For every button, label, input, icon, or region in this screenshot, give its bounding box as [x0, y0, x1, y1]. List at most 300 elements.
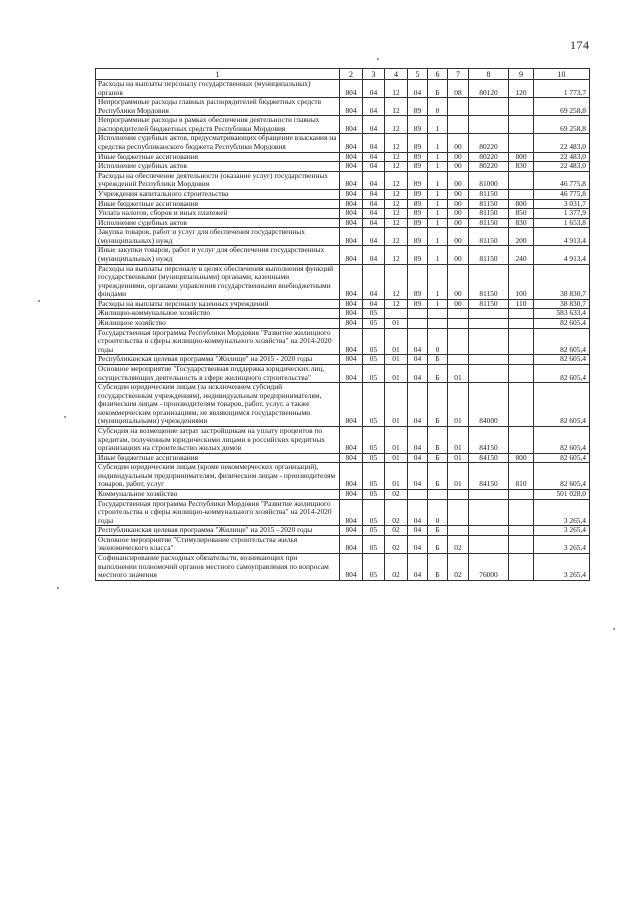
expense-name: Непрограммные расходы в рамках обеспечения деятельности главных распорядителей бюджетных средств Республики Мордовия	[96, 116, 340, 134]
section-code: 05	[363, 453, 385, 463]
subprogram-code: 1	[428, 228, 448, 246]
direction-code: 80220	[469, 152, 509, 162]
table-row	[96, 490, 590, 500]
program-code: 04	[408, 535, 428, 553]
section-code: 05	[363, 499, 385, 526]
amount: 3 265,4	[534, 535, 590, 553]
type-code	[509, 364, 534, 382]
event-code: 00	[448, 218, 469, 228]
table-row	[96, 218, 590, 228]
subsection-header: 4	[385, 69, 408, 80]
table-row	[96, 98, 590, 116]
subprogram-code: 1	[428, 116, 448, 134]
chapter-code: 804	[340, 453, 363, 463]
section-code: 05	[363, 328, 385, 355]
direction-code: 81150	[469, 199, 509, 209]
amount: 38 830,7	[534, 299, 590, 309]
direction-code: 81150	[469, 246, 509, 264]
chapter-code: 804	[340, 499, 363, 526]
subsection-code: 02	[385, 490, 408, 500]
section-code: 05	[363, 364, 385, 382]
direction-code: 84150	[469, 426, 509, 453]
direction-code	[469, 526, 509, 536]
chapter-code: 804	[340, 383, 363, 427]
type-header: 9	[509, 69, 534, 80]
chapter-code: 804	[340, 490, 363, 500]
amount: 1 653,8	[534, 218, 590, 228]
subprogram-header: 6	[428, 69, 448, 80]
event-code	[448, 116, 469, 134]
subsection-code: 01	[385, 328, 408, 355]
chapter-code: 804	[340, 228, 363, 246]
direction-code: 80120	[469, 80, 509, 98]
type-code: 800	[509, 199, 534, 209]
subprogram-code: Б	[428, 453, 448, 463]
table-row	[96, 228, 590, 246]
program-code: 04	[408, 499, 428, 526]
subprogram-code: 1	[428, 199, 448, 209]
type-code	[509, 490, 534, 500]
subprogram-code: 1	[428, 171, 448, 189]
event-code: 00	[448, 162, 469, 172]
table-row	[96, 364, 590, 382]
type-code: 800	[509, 152, 534, 162]
amount: 82 605,4	[534, 383, 590, 427]
table-row	[96, 426, 590, 453]
chapter-code: 804	[340, 209, 363, 219]
subprogram-code: 1	[428, 162, 448, 172]
expense-name: Субсидии юридическим лицам (кроме некоммерческих организаций), индивидуальным предпринимателям, физическим лицам - производителям товаров, работ, услуг	[96, 463, 340, 490]
expense-name: Республиканская целевая программа "Жилище" на 2015 - 2020 годы	[96, 355, 340, 365]
section-code: 04	[363, 264, 385, 299]
table-row	[96, 554, 590, 581]
subprogram-code: 1	[428, 209, 448, 219]
type-code	[509, 98, 534, 116]
section-code: 04	[363, 299, 385, 309]
subprogram-code: Б	[428, 364, 448, 382]
program-header: 5	[408, 69, 428, 80]
chapter-code: 804	[340, 426, 363, 453]
budget-table	[95, 68, 590, 581]
table-row	[96, 246, 590, 264]
subprogram-code: 0	[428, 328, 448, 355]
subsection-code: 01	[385, 426, 408, 453]
event-code: 00	[448, 189, 469, 199]
amount-header: 10	[534, 69, 590, 80]
subprogram-code	[428, 309, 448, 319]
table-row	[96, 80, 590, 98]
subprogram-code: 1	[428, 299, 448, 309]
subprogram-code: 1	[428, 134, 448, 152]
expense-name: Исполнение судебных актов	[96, 162, 340, 172]
program-code	[408, 490, 428, 500]
program-code: 89	[408, 246, 428, 264]
program-code: 04	[408, 526, 428, 536]
direction-code: 80220	[469, 162, 509, 172]
event-code: 01	[448, 364, 469, 382]
event-code: 00	[448, 299, 469, 309]
type-code: 810	[509, 463, 534, 490]
scan-speck	[64, 416, 66, 418]
section-code: 04	[363, 162, 385, 172]
program-code: 89	[408, 134, 428, 152]
chapter-code: 804	[340, 535, 363, 553]
table-row	[96, 383, 590, 427]
event-code: 01	[448, 426, 469, 453]
amount: 82 605,4	[534, 319, 590, 329]
section-code: 04	[363, 218, 385, 228]
section-code: 05	[363, 463, 385, 490]
direction-code	[469, 355, 509, 365]
event-code: 08	[448, 80, 469, 98]
table-row	[96, 171, 590, 189]
direction-code: 84000	[469, 383, 509, 427]
type-code: 850	[509, 209, 534, 219]
amount: 69 258,8	[534, 116, 590, 134]
type-code	[509, 171, 534, 189]
direction-code	[469, 116, 509, 134]
amount: 22 483,0	[534, 162, 590, 172]
table-body	[96, 80, 590, 581]
subsection-code: 12	[385, 189, 408, 199]
expense-name: Иные закупки товаров, работ и услуг для обеспечения государственных (муниципальных) нужд	[96, 246, 340, 264]
program-code: 04	[408, 453, 428, 463]
table-row	[96, 526, 590, 536]
section-code: 05	[363, 355, 385, 365]
direction-code: 81150	[469, 228, 509, 246]
program-code	[408, 309, 428, 319]
subprogram-code: 1	[428, 189, 448, 199]
event-code: 02	[448, 554, 469, 581]
chapter-code: 804	[340, 264, 363, 299]
type-code	[509, 526, 534, 536]
section-code: 05	[363, 426, 385, 453]
type-code	[509, 554, 534, 581]
subsection-code: 01	[385, 355, 408, 365]
direction-code	[469, 328, 509, 355]
expense-name: Исполнение судебных актов, предусматривающих обращение взыскания на средства республиканского бюджета Республики Мордовия	[96, 134, 340, 152]
section-code: 05	[363, 309, 385, 319]
direction-code: 76000	[469, 554, 509, 581]
subprogram-code: Б	[428, 80, 448, 98]
event-code	[448, 309, 469, 319]
expense-name: Расходы на выплаты персоналу в целях обеспечения выполнения функций государственными (муниципальными) органами, казенными учреждениями, органами управления государственными внебюджетными фондами	[96, 264, 340, 299]
subsection-code: 12	[385, 134, 408, 152]
subprogram-code: 0	[428, 499, 448, 526]
event-code: 01	[448, 383, 469, 427]
subsection-code: 12	[385, 299, 408, 309]
direction-code: 81000	[469, 171, 509, 189]
chapter-code: 804	[340, 162, 363, 172]
section-header: 3	[363, 69, 385, 80]
program-code: 89	[408, 152, 428, 162]
expense-name: Субсидии юридическим лицам (за исключением субсидий государственным учреждениям), индивидуальным предпринимателям, физическим лицам - производителям товаров, работ, услуг, а также некоммерческим организациям, не являющимся государственными (муниципальными) учреждениями	[96, 383, 340, 427]
amount: 69 258,8	[534, 98, 590, 116]
chapter-code: 804	[340, 319, 363, 329]
expense-name: Жилищное хозяйство	[96, 319, 340, 329]
subprogram-code: 1	[428, 152, 448, 162]
type-code: 800	[509, 453, 534, 463]
chapter-code: 804	[340, 98, 363, 116]
amount: 38 830,7	[534, 264, 590, 299]
amount: 3 265,4	[534, 499, 590, 526]
expense-name: Иные бюджетные ассигнования	[96, 152, 340, 162]
chapter-code: 804	[340, 299, 363, 309]
direction-code: 80220	[469, 134, 509, 152]
expense-name: Основное мероприятие "Государственная поддержка юридических лиц, осуществляющих деятельность в сфере жилищного строительства"	[96, 364, 340, 382]
table-row	[96, 116, 590, 134]
amount: 4 913,4	[534, 228, 590, 246]
chapter-code: 804	[340, 554, 363, 581]
expense-name: Софинансирование расходных обязательств, возникающих при выполнении полномочий органов местного самоуправления по вопросам местного значения	[96, 554, 340, 581]
table-row	[96, 299, 590, 309]
amount: 3 031,7	[534, 199, 590, 209]
type-code	[509, 309, 534, 319]
direction-code: 81150	[469, 218, 509, 228]
program-code: 89	[408, 199, 428, 209]
event-code	[448, 355, 469, 365]
table-row	[96, 134, 590, 152]
amount: 583 633,4	[534, 309, 590, 319]
type-code: 830	[509, 218, 534, 228]
event-code	[448, 328, 469, 355]
amount: 46 775,8	[534, 189, 590, 199]
direction-code: 84150	[469, 453, 509, 463]
type-code	[509, 319, 534, 329]
event-code: 00	[448, 246, 469, 264]
expense-name: Основное мероприятие "Стимулирование строительства жилья экономического класса"	[96, 535, 340, 553]
table-row	[96, 319, 590, 329]
section-code: 04	[363, 246, 385, 264]
subsection-code: 12	[385, 209, 408, 219]
amount: 3 265,4	[534, 526, 590, 536]
program-code: 89	[408, 264, 428, 299]
section-code: 04	[363, 209, 385, 219]
subsection-code: 02	[385, 535, 408, 553]
subsection-code: 12	[385, 152, 408, 162]
subsection-code: 02	[385, 526, 408, 536]
event-code	[448, 319, 469, 329]
chapter-code: 804	[340, 309, 363, 319]
expense-name: Жилищно-коммунальное хозяйство	[96, 309, 340, 319]
expense-name: Государственная программа Республики Мордовия "Развитие жилищного строительства и сферы жилищно-коммунального хозяйства" на 2014-2020 годы	[96, 499, 340, 526]
event-code: 00	[448, 228, 469, 246]
amount: 4 913,4	[534, 246, 590, 264]
table-row	[96, 499, 590, 526]
event-code	[448, 98, 469, 116]
table-row	[96, 328, 590, 355]
event-header: 7	[448, 69, 469, 80]
program-code: 04	[408, 554, 428, 581]
amount: 82 605,4	[534, 453, 590, 463]
expense-name: Государственная программа Республики Мордовия "Развитие жилищного строительства и сферы жилищно-коммунального хозяйства" на 2014-2020 годы	[96, 328, 340, 355]
event-code: 00	[448, 152, 469, 162]
subsection-code: 01	[385, 463, 408, 490]
type-code	[509, 189, 534, 199]
subsection-code: 01	[385, 383, 408, 427]
program-code: 04	[408, 426, 428, 453]
type-code: 240	[509, 246, 534, 264]
expense-name: Иные бюджетные ассигнования	[96, 199, 340, 209]
section-code: 04	[363, 199, 385, 209]
chapter-code: 804	[340, 364, 363, 382]
program-code: 89	[408, 228, 428, 246]
section-code: 04	[363, 152, 385, 162]
subsection-code: 12	[385, 80, 408, 98]
program-code: 89	[408, 98, 428, 116]
subsection-code: 02	[385, 554, 408, 581]
subsection-code: 01	[385, 319, 408, 329]
section-code: 05	[363, 535, 385, 553]
expense-name: Закупка товаров, работ и услуг для обеспечения государственных (муниципальных) нужд	[96, 228, 340, 246]
event-code: 01	[448, 463, 469, 490]
direction-code: 81150	[469, 209, 509, 219]
scan-speck	[57, 587, 59, 589]
type-code: 830	[509, 162, 534, 172]
direction-code: 81150	[469, 189, 509, 199]
subprogram-code: Б	[428, 535, 448, 553]
expense-name: Расходы на обеспечение деятельности (оказание услуг) государственных учреждений Республики Мордовия	[96, 171, 340, 189]
amount: 22 483,0	[534, 134, 590, 152]
program-code: 89	[408, 189, 428, 199]
table-row	[96, 199, 590, 209]
subprogram-code: Б	[428, 355, 448, 365]
chapter-code: 804	[340, 328, 363, 355]
subsection-code: 12	[385, 162, 408, 172]
event-code: 02	[448, 535, 469, 553]
amount: 82 605,4	[534, 355, 590, 365]
event-code: 00	[448, 134, 469, 152]
chapter-header: 2	[340, 69, 363, 80]
chapter-code: 804	[340, 246, 363, 264]
expense-name: Коммунальное хозяйство	[96, 490, 340, 500]
program-code: 04	[408, 80, 428, 98]
subprogram-code	[428, 319, 448, 329]
subsection-code	[385, 309, 408, 319]
section-code: 04	[363, 116, 385, 134]
chapter-code: 804	[340, 116, 363, 134]
table-row	[96, 453, 590, 463]
expense-name: Республиканская целевая программа "Жилище" на 2015 - 2020 годы	[96, 526, 340, 536]
type-code	[509, 499, 534, 526]
program-code: 04	[408, 355, 428, 365]
program-code: 89	[408, 299, 428, 309]
type-code	[509, 535, 534, 553]
scan-speck	[613, 628, 615, 630]
section-code: 04	[363, 228, 385, 246]
direction-code	[469, 364, 509, 382]
chapter-code: 804	[340, 218, 363, 228]
amount: 82 605,4	[534, 328, 590, 355]
section-code: 04	[363, 171, 385, 189]
subprogram-code: Б	[428, 383, 448, 427]
direction-code	[469, 499, 509, 526]
table-row	[96, 162, 590, 172]
program-code: 89	[408, 171, 428, 189]
type-code: 100	[509, 264, 534, 299]
expense-name: Учреждения капитального строительства	[96, 189, 340, 199]
expense-name: Расходы на выплаты персоналу казенных учреждений	[96, 299, 340, 309]
table-row	[96, 535, 590, 553]
subprogram-code: 1	[428, 246, 448, 264]
subsection-code: 02	[385, 499, 408, 526]
subprogram-code: Б	[428, 426, 448, 453]
subsection-code: 12	[385, 246, 408, 264]
amount: 22 483,0	[534, 152, 590, 162]
table-row	[96, 189, 590, 199]
section-code: 05	[363, 490, 385, 500]
subprogram-code: 1	[428, 264, 448, 299]
chapter-code: 804	[340, 526, 363, 536]
table-row	[96, 355, 590, 365]
program-code: 89	[408, 116, 428, 134]
subsection-code: 01	[385, 453, 408, 463]
expense-name: Субсидия на возмещение затрат застройщикам на уплату процентов по кредитам, полученным юридическими лицами в российских кредитных организациях на строительство жилых домов	[96, 426, 340, 453]
direction-code: 84150	[469, 463, 509, 490]
chapter-code: 804	[340, 171, 363, 189]
subsection-code: 12	[385, 171, 408, 189]
type-code	[509, 328, 534, 355]
table-row	[96, 264, 590, 299]
event-code: 01	[448, 453, 469, 463]
amount: 82 605,4	[534, 364, 590, 382]
type-code	[509, 116, 534, 134]
amount: 1 377,9	[534, 209, 590, 219]
subsection-code: 12	[385, 228, 408, 246]
amount: 3 265,4	[534, 554, 590, 581]
program-code: 04	[408, 383, 428, 427]
subsection-code: 12	[385, 98, 408, 116]
amount: 82 605,4	[534, 463, 590, 490]
name-header: 1	[96, 69, 340, 80]
direction-code	[469, 535, 509, 553]
amount: 1 773,7	[534, 80, 590, 98]
event-code	[448, 526, 469, 536]
direction-code	[469, 490, 509, 500]
table-header	[96, 69, 590, 80]
expense-name: Расходы на выплаты персоналу государственных (муниципальных) органов	[96, 80, 340, 98]
subsection-code: 12	[385, 199, 408, 209]
chapter-code: 804	[340, 80, 363, 98]
scan-speck	[377, 58, 379, 60]
type-code: 120	[509, 80, 534, 98]
table-row	[96, 309, 590, 319]
direction-code	[469, 98, 509, 116]
subsection-code: 01	[385, 364, 408, 382]
direction-header: 8	[469, 69, 509, 80]
chapter-code: 804	[340, 463, 363, 490]
page-number: 174	[570, 38, 590, 52]
chapter-code: 804	[340, 199, 363, 209]
amount: 46 775,8	[534, 171, 590, 189]
subprogram-code: 0	[428, 98, 448, 116]
amount: 82 605,4	[534, 426, 590, 453]
type-code: 200	[509, 228, 534, 246]
program-code: 89	[408, 209, 428, 219]
subsection-code: 12	[385, 218, 408, 228]
program-code	[408, 319, 428, 329]
direction-code	[469, 319, 509, 329]
expense-name: Исполнение судебных актов	[96, 218, 340, 228]
event-code	[448, 490, 469, 500]
chapter-code: 804	[340, 189, 363, 199]
expense-name: Иные бюджетные ассигнования	[96, 453, 340, 463]
chapter-code: 804	[340, 134, 363, 152]
section-code: 04	[363, 80, 385, 98]
expense-name: Уплата налогов, сборов и иных платежей	[96, 209, 340, 219]
chapter-code: 804	[340, 152, 363, 162]
type-code	[509, 355, 534, 365]
